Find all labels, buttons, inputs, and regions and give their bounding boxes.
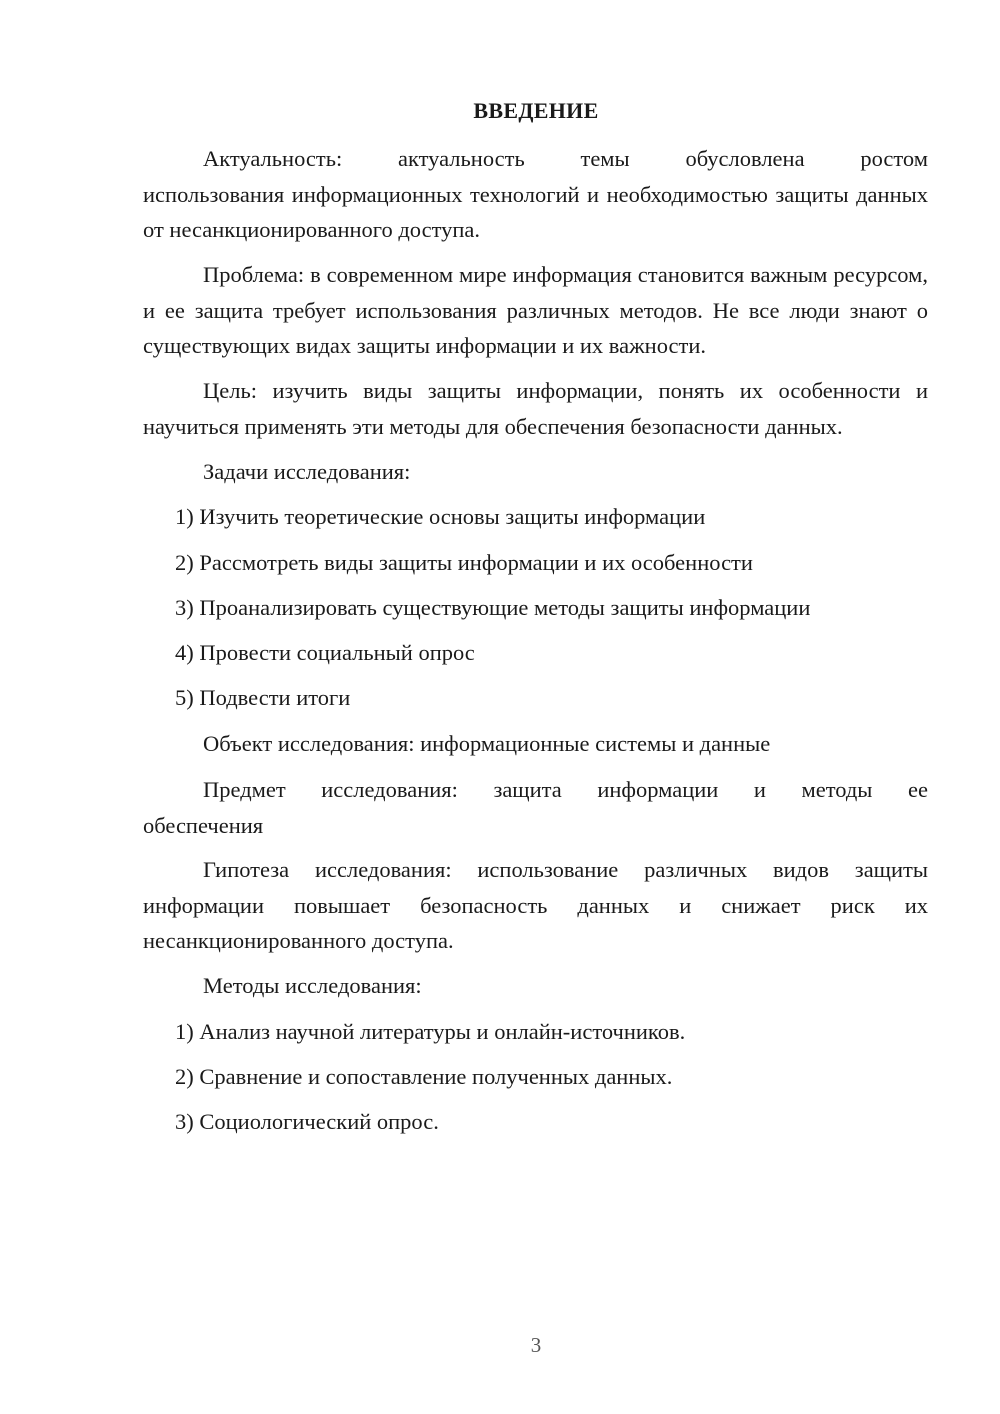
subject-word: Предмет bbox=[203, 777, 286, 802]
relevance-text: использования информационных технологий и необходимостью защиты данных от несанкционированного доступа. bbox=[143, 181, 928, 242]
tasks-heading: Задачи исследования: bbox=[203, 459, 411, 484]
subject-text: обеспечения bbox=[143, 812, 264, 838]
subject-first-line bbox=[143, 772, 928, 808]
list-item: 3) Проанализировать существующие методы защиты информации bbox=[175, 595, 811, 620]
subject-word: информации bbox=[597, 777, 719, 802]
subject-word: методы bbox=[801, 777, 873, 802]
relevance-word: темы bbox=[580, 146, 630, 171]
list-item: 3) Социологический опрос. bbox=[175, 1109, 439, 1134]
relevance-first-line bbox=[143, 141, 928, 177]
list-item: 4) Провести социальный опрос bbox=[175, 640, 475, 665]
relevance-word: Актуальность: bbox=[203, 146, 343, 171]
relevance-word: актуальность bbox=[398, 146, 525, 171]
list-item: 1) Изучить теоретические основы защиты информации bbox=[175, 504, 706, 529]
list-item: 2) Сравнение и сопоставление полученных данных. bbox=[175, 1064, 673, 1089]
subject-word: и bbox=[753, 777, 766, 802]
list-item: 1) Анализ научной литературы и онлайн-источников. bbox=[175, 1019, 686, 1044]
relevance-word: обусловлена bbox=[685, 146, 805, 171]
hypothesis-paragraph: Гипотеза исследования: использование различных видов защиты информации повышает безопасность данных и снижает риск их несанкционированного доступа. bbox=[143, 857, 928, 953]
list-item: 2) Рассмотреть виды защиты информации и их особенности bbox=[175, 550, 753, 575]
problem-paragraph: Проблема: в современном мире информация становится важным ресурсом, и ее защита требует использования различных методов. Не все люди знают о существующих видах защиты информации и их важности. bbox=[143, 262, 928, 358]
subject-word: исследования: bbox=[321, 777, 458, 802]
page-number: 3 bbox=[530, 1333, 542, 1357]
goal-paragraph: Цель: изучить виды защиты информации, понять их особенности и научиться применять эти методы для обеспечения безопасности данных. bbox=[143, 378, 928, 439]
subject-word: ее bbox=[907, 777, 928, 802]
page-title: ВВЕДЕНИЕ bbox=[473, 98, 599, 123]
relevance-word: ростом bbox=[860, 146, 928, 171]
object-paragraph: Объект исследования: информационные системы и данные bbox=[203, 731, 771, 756]
methods-heading: Методы исследования: bbox=[203, 973, 422, 998]
subject-word: защита bbox=[493, 777, 562, 802]
list-item: 5) Подвести итоги bbox=[175, 685, 351, 710]
